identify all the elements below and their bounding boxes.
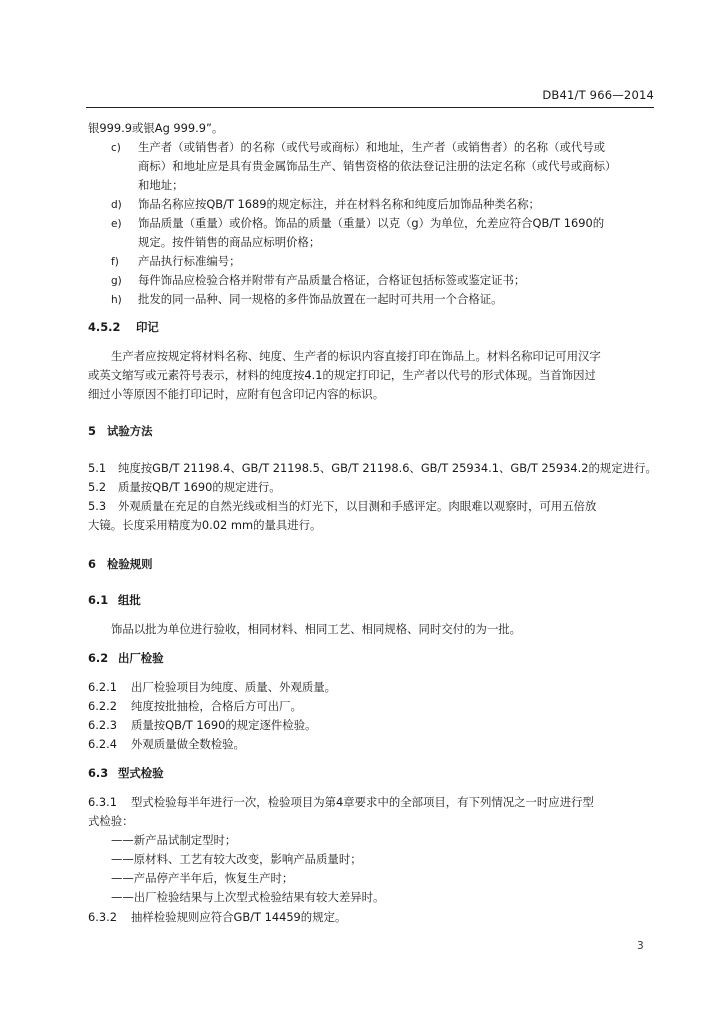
section-number: 6.1 (88, 593, 109, 607)
document-code: DB41/T 966—2014 (542, 88, 654, 102)
paragraph-line: 生产者应按规定将材料名称、纯度、生产者的标识内容直接打印在饰品上。材料名称印记可用汉字 (111, 349, 601, 363)
chapter-title: 检验规则 (107, 557, 153, 571)
dash-list-item: ——新产品试制定型时； (111, 833, 237, 847)
clause-text: 型式检验每半年进行一次，检验项目为第4章要求中的全部项目，有下列情况之一时应进行型 (131, 795, 594, 809)
list-item-text: 规定。按件销售的商品应标明价格； (138, 235, 321, 249)
continuation-text: 银999.9或银Ag 999.9”。 (88, 121, 224, 135)
section-title: 印记 (136, 320, 159, 334)
list-marker: c) (111, 142, 121, 154)
chapter-title: 试验方法 (107, 424, 153, 438)
list-item-text: 和地址； (138, 178, 184, 192)
clause-number: 5.3 (88, 499, 107, 513)
list-item-text: 商标）和地址应是具有贵金属饰品生产、销售资格的依法登记注册的法定名称（或代号或商标） (138, 159, 617, 173)
paragraph-line: 饰品以批为单位进行验收，相同材料、相同工艺、相同规格、同时交付的为一批。 (111, 622, 522, 636)
page-header (86, 85, 654, 108)
section-number: 6.2 (88, 651, 109, 665)
clause-number: 6.2.1 (88, 680, 117, 694)
chapter-number: 6 (88, 557, 96, 571)
clause-number: 6.2.2 (88, 699, 117, 713)
chapter-number: 5 (88, 424, 96, 438)
clause-text: 出厂检验项目为纯度、质量、外观质量。 (131, 680, 337, 694)
page-number: 3 (637, 940, 644, 952)
clause-number: 6.2.3 (88, 718, 117, 732)
paragraph-line: 或英文缩写或元素符号表示，材料的纯度按4.1的规定打印记，生产者以代号的形式体现。当首饰因过 (88, 368, 596, 382)
list-item-text: 饰品质量（重量）或价格。饰品的质量（重量）以克（g）为单位，允差应符合QB/T 1690的 (138, 216, 605, 230)
dash-list-item: ——原材料、工艺有较大改变，影响产品质量时； (111, 852, 362, 866)
list-item-text: 生产者（或销售者）的名称（或代号或商标）和地址，生产者（或销售者）的名称（或代号或 (138, 140, 606, 154)
list-marker: e) (111, 218, 122, 230)
clause-number: 5.1 (88, 461, 107, 475)
section-number: 4.5.2 (88, 320, 121, 334)
section-title: 组批 (118, 593, 141, 607)
clause-number: 6.3.2 (88, 910, 117, 924)
clause-text: 外观质量在充足的自然光线或相当的灯光下，以目测和手感评定。肉眼难以观察时，可用五倍放 (118, 499, 597, 513)
section-title: 型式检验 (118, 766, 164, 780)
clause-text: 纯度按批抽检，合格后方可出厂。 (131, 699, 302, 713)
list-item-text: 批发的同一品种、同一规格的多件饰品放置在一起时可共用一个合格证。 (138, 292, 503, 306)
list-marker: h) (111, 294, 122, 306)
clause-text: 抽样检验规则应符合GB/T 14459的规定。 (131, 910, 347, 924)
clause-text: 式检验： (88, 814, 134, 828)
clause-number: 6.2.4 (88, 737, 117, 751)
dash-list-item: ——出厂检验结果与上次型式检验结果有较大差异时。 (111, 890, 385, 904)
dash-list-item: ——产品停产半年后，恢复生产时； (111, 871, 294, 885)
list-item-text: 饰品名称应按QB/T 1689的规定标注，并在材料名称和纯度后加饰品种类名称； (138, 197, 540, 211)
section-number: 6.3 (88, 766, 109, 780)
clause-text: 大镜。长度采用精度为0.02 mm的量具进行。 (88, 518, 322, 532)
clause-text: 质量按QB/T 1690的规定进行。 (118, 480, 281, 494)
section-title: 出厂检验 (118, 651, 164, 665)
clause-text: 纯度按GB/T 21198.4、GB/T 21198.5、GB/T 21198.6、GB/T 25934.1、GB/T 25934.2的规定进行。 (118, 461, 657, 475)
list-marker: g) (111, 275, 122, 287)
paragraph-line: 细过小等原因不能打印记时，应附有包含印记内容的标识。 (88, 387, 385, 401)
clause-number: 5.2 (88, 480, 107, 494)
clause-number: 6.3.1 (88, 795, 117, 809)
list-marker: f) (111, 256, 119, 268)
clause-text: 外观质量做全数检验。 (131, 737, 245, 751)
clause-text: 质量按QB/T 1690的规定逐件检验。 (131, 718, 317, 732)
list-marker: d) (111, 199, 122, 211)
list-item-text: 产品执行标准编号； (138, 254, 241, 268)
list-item-text: 每件饰品应检验合格并附带有产品质量合格证，合格证包括标签或鉴定证书； (138, 273, 526, 287)
